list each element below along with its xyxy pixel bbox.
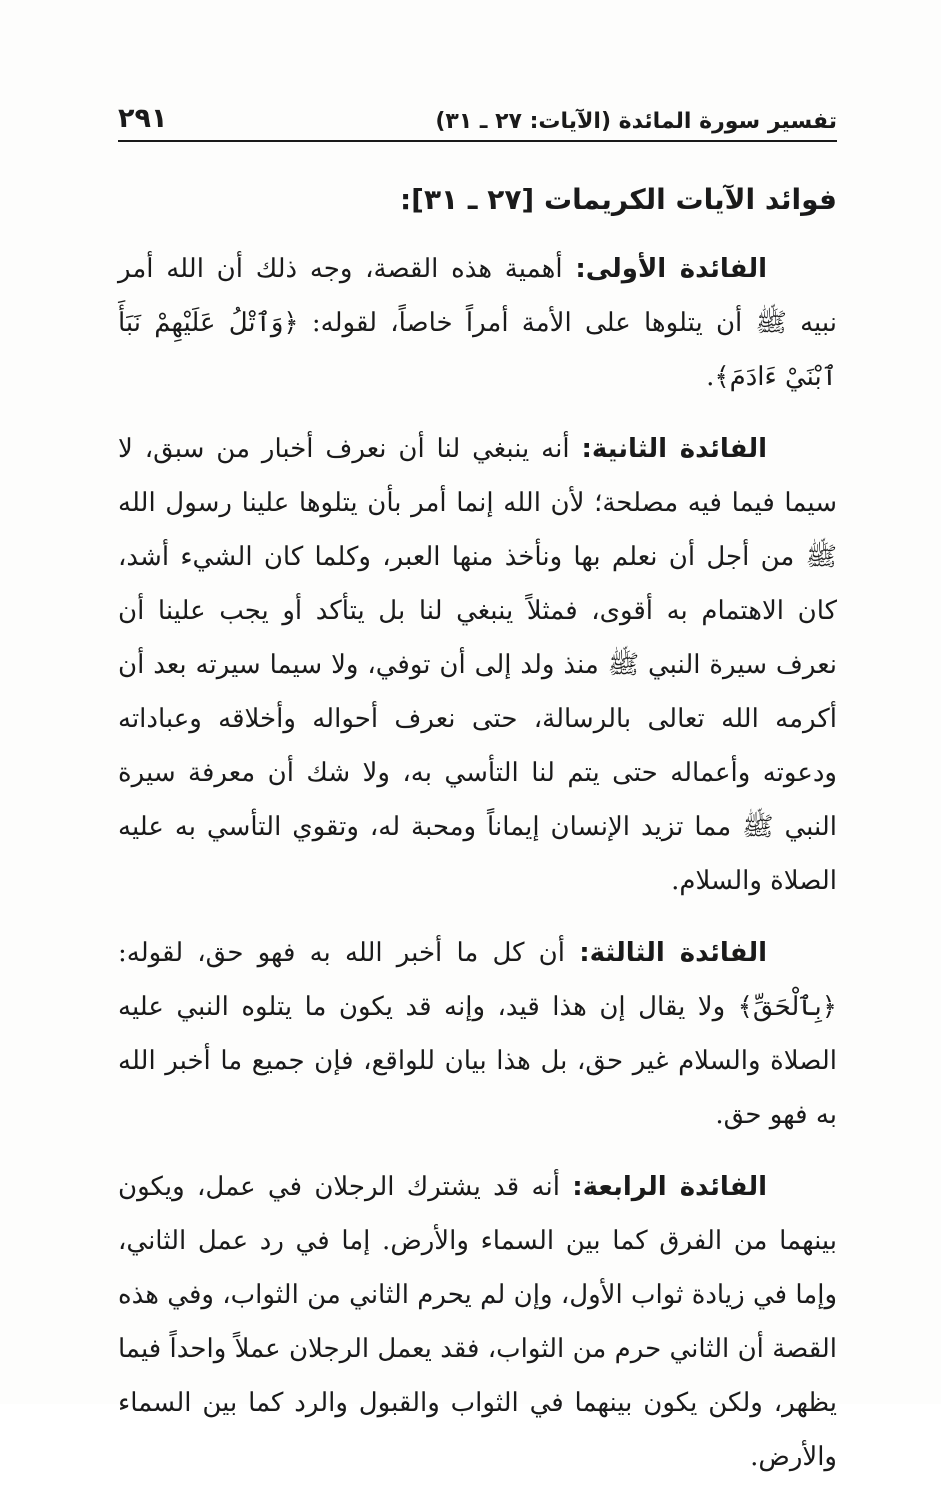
benefit-paragraph-3 bbox=[118, 926, 837, 1142]
benefit-label: الفائدة الثانية: bbox=[581, 434, 767, 464]
benefit-text: أنه ينبغي لنا أن نعرف أخبار من سبق، لا سيما فيما فيه مصلحة؛ لأن الله إنما أمر بأن يتلوها علينا رسول الله ﷺ من أجل أن نعلم بها ونأخذ منها العبر، وكلما كان الشيء أشد، كان الاهتمام به أقوى، فمثلاً ينبغي لنا بل يتأكد أو يجب علينا أن نعرف سيرة النبي ﷺ منذ ولد إلى أن توفي، ولا سيما سيرته بعد أن أكرمه الله تعالى بالرسالة، حتى نعرف أحواله وأخلاقه وعباداته ودعوته وأعماله حتى يتم لنا التأسي به، ولا شك أن معرفة سيرة النبي ﷺ مما تزيد الإنسان إيماناً ومحبة له، وتقوي التأسي به عليه الصلاة والسلام. bbox=[118, 434, 837, 896]
section-heading: فوائد الآيات الكريمات [٢٧ ـ ٣١]: bbox=[399, 183, 837, 216]
benefit-label: الفائدة الرابعة: bbox=[572, 1172, 767, 1202]
benefit-label: الفائدة الأولى: bbox=[575, 254, 768, 284]
benefit-label: الفائدة الثالثة: bbox=[579, 938, 768, 968]
page-body bbox=[118, 176, 837, 1502]
running-title: تفسير سورة المائدة (الآيات: ٢٧ ـ ٣١) bbox=[435, 109, 837, 134]
running-header bbox=[118, 96, 837, 142]
benefit-paragraph-4 bbox=[118, 1160, 837, 1484]
benefit-text: أهمية هذه القصة، وجه ذلك أن الله أمر نبيه ﷺ أن يتلوها على الأمة أمراً خاصاً، لقوله: ﴿وَٱتْلُ عَلَيْهِمْ نَبَأَ ٱبْنَيْ ءَادَمَ﴾. bbox=[118, 254, 837, 392]
page-number: ٢٩١ bbox=[118, 103, 168, 134]
benefit-text: أنه قد يشترك الرجلان في عمل، ويكون بينهما من الفرق كما بين السماء والأرض. إما في رد عمل الثاني، وإما في زيادة ثواب الأول، وإن لم يحرم الثاني من الثواب، وفي هذه القصة أن الثاني حرم من الثواب، فقد يعمل الرجلان عملاً واحداً فيما يظهر، ولكن يكون بينهما في الثواب والقبول والرد كما بين السماء والأرض. bbox=[118, 1172, 837, 1472]
benefit-paragraph-2 bbox=[118, 422, 837, 908]
benefit-text: أن كل ما أخبر الله به فهو حق، لقوله: ﴿بِٱلْحَقِّ﴾ ولا يقال إن هذا قيد، وإنه قد يكون ما يتلوه النبي عليه الصلاة والسلام غير حق، بل هذا بيان للواقع، فإن جميع ما أخبر الله به فهو حق. bbox=[118, 938, 837, 1130]
benefit-paragraph-1 bbox=[118, 242, 837, 404]
